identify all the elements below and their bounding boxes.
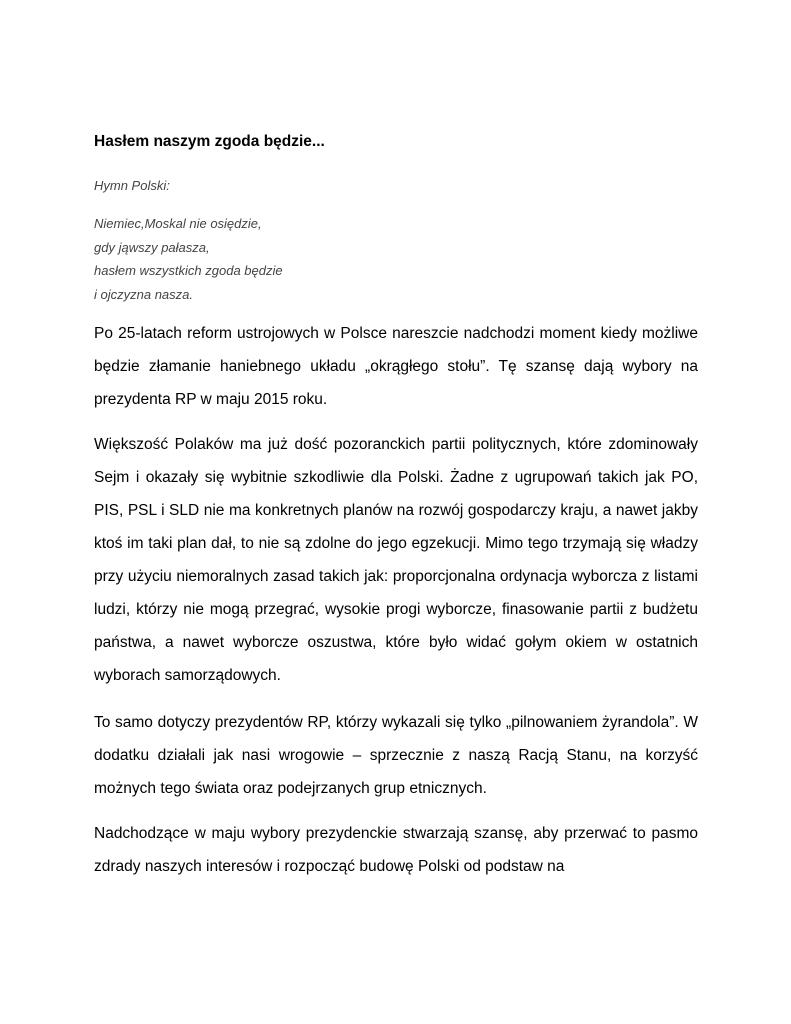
document-title: Hasłem naszym zgoda będzie... (94, 133, 325, 150)
paragraph: Nadchodzące w maju wybory prezydenckie stwarzają szansę, aby przerwać to pasmo zdrady naszych interesów i rozpocząć budowę Polski od podstaw na (94, 825, 698, 875)
verse-line: hasłem wszystkich zgoda będzie (94, 263, 283, 278)
paragraph: Większość Polaków ma już dość pozoranckich partii politycznych, które zdominowały Sejm i okazały się wybitnie szkodliwie dla Polski. Żadne z ugrupowań takich jak PO, PIS, PSL i SLD nie ma konkretnych planów na rozwój gospodarczy kraju, a nawet jakby ktoś im taki plan dał, to nie są zdolne do jego egzekucji. Mimo tego trzymają się władzy przy użyciu niemoralnych zasad takich jak: proporcjonalna ordynacja wyborcza z listami ludzi, którzy nie mogą przegrać, wysokie progi wyborcze, finasowanie partii z budżetu państwa, a nawet wyborcze oszustwa, które było widać gołym okiem w ostatnich wyborach samorządowych. (94, 436, 698, 684)
verse-line: i ojczyzna nasza. (94, 286, 193, 302)
verse-line: Niemiec,Moskal nie osiędzie, (94, 216, 262, 231)
hymn-verse (94, 212, 283, 306)
paragraph: To samo dotyczy prezydentów RP, którzy wykazali się tylko „pilnowaniem żyrandola”. W dodatku działali jak nasi wrogowie – sprzecznie z naszą Racją Stanu, na korzyść możnych tego świata oraz podejrzanych grup etnicznych. (94, 714, 698, 797)
paragraph: Po 25-latach reform ustrojowych w Polsce nareszcie nadchodzi moment kiedy możliwe będzie złamanie haniebnego układu „okrągłego stołu”. Tę szansę dają wybory na prezydenta RP w maju 2015 roku. (94, 325, 698, 408)
hymn-label: Hymn Polski: (94, 178, 170, 193)
verse-line: gdy jąwszy pałasza, (94, 239, 210, 255)
